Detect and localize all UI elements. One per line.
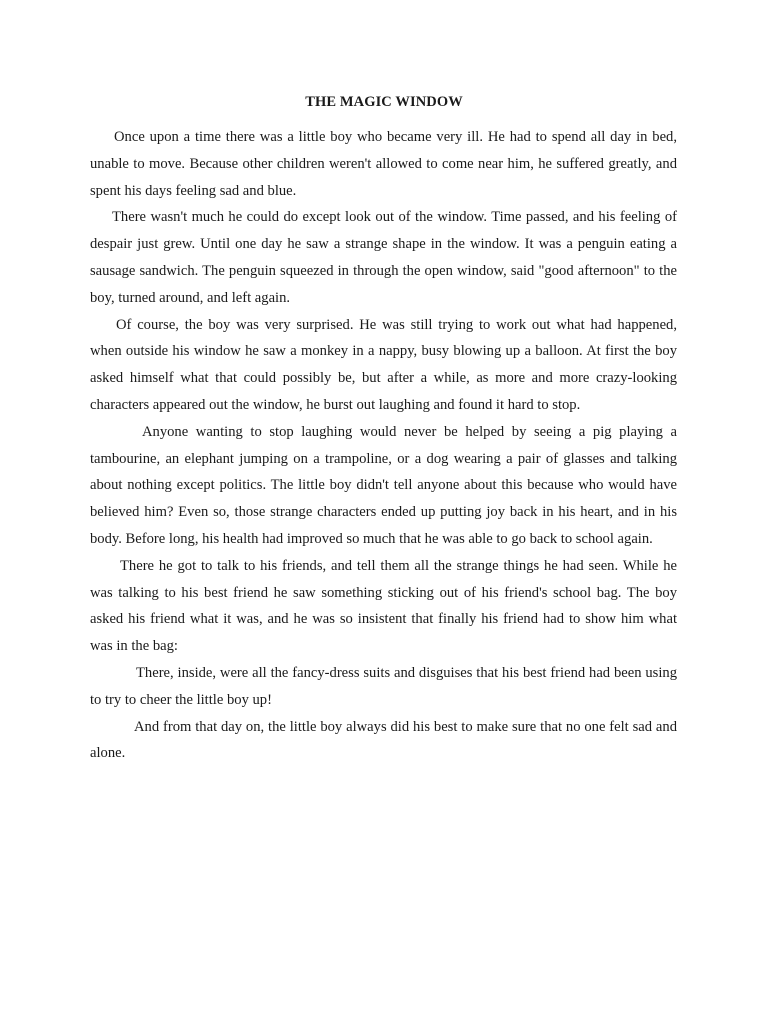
document-body: [90, 124, 677, 767]
document-title: THE MAGIC WINDOW: [305, 94, 463, 110]
paragraph-2: There wasn't much he could do except look out of the window. Time passed, and his feeling of despair just grew. Until one day he saw a strange shape in the window. It was a penguin eating a sausage sandwich. The penguin squeezed in through the open window, said "good afternoon" to the boy, turned around, and left again.: [90, 209, 677, 306]
paragraph-3: Of course, the boy was very surprised. He was still trying to work out what had happened, when outside his window he saw a monkey in a nappy, busy blowing up a balloon. At first the boy asked himself what that could possibly be, but after a while, as more and more crazy-looking characters appeared out the window, he burst out laughing and found it hard to stop.: [90, 316, 677, 413]
paragraph-4: Anyone wanting to stop laughing would never be helped by seeing a pig playing a tambourine, an elephant jumping on a trampoline, or a dog wearing a pair of glasses and talking about nothing except politics. The little boy didn't tell anyone about this because who would have believed him? Even so, those strange characters ended up putting joy back in his heart, and in his body. Before long, his health had improved so much that he was able to go back to school again.: [90, 423, 677, 547]
paragraph-6: There, inside, were all the fancy-dress suits and disguises that his best friend had been using to try to cheer the little boy up!: [90, 664, 677, 708]
paragraph-1: Once upon a time there was a little boy who became very ill. He had to spend all day in bed, unable to move. Because other children weren't allowed to come near him, he suffered greatly, and spent his days feeling sad and blue.: [90, 129, 677, 199]
paragraph-5: There he got to talk to his friends, and tell them all the strange things he had seen. While he was talking to his best friend he saw something sticking out of his friend's school bag. The boy asked his friend what it was, and he was so insistent that finally his friend had to show him what was in the bag:: [90, 557, 677, 655]
paragraph-7: And from that day on, the little boy always did his best to make sure that no one felt sad and alone.: [90, 718, 677, 762]
